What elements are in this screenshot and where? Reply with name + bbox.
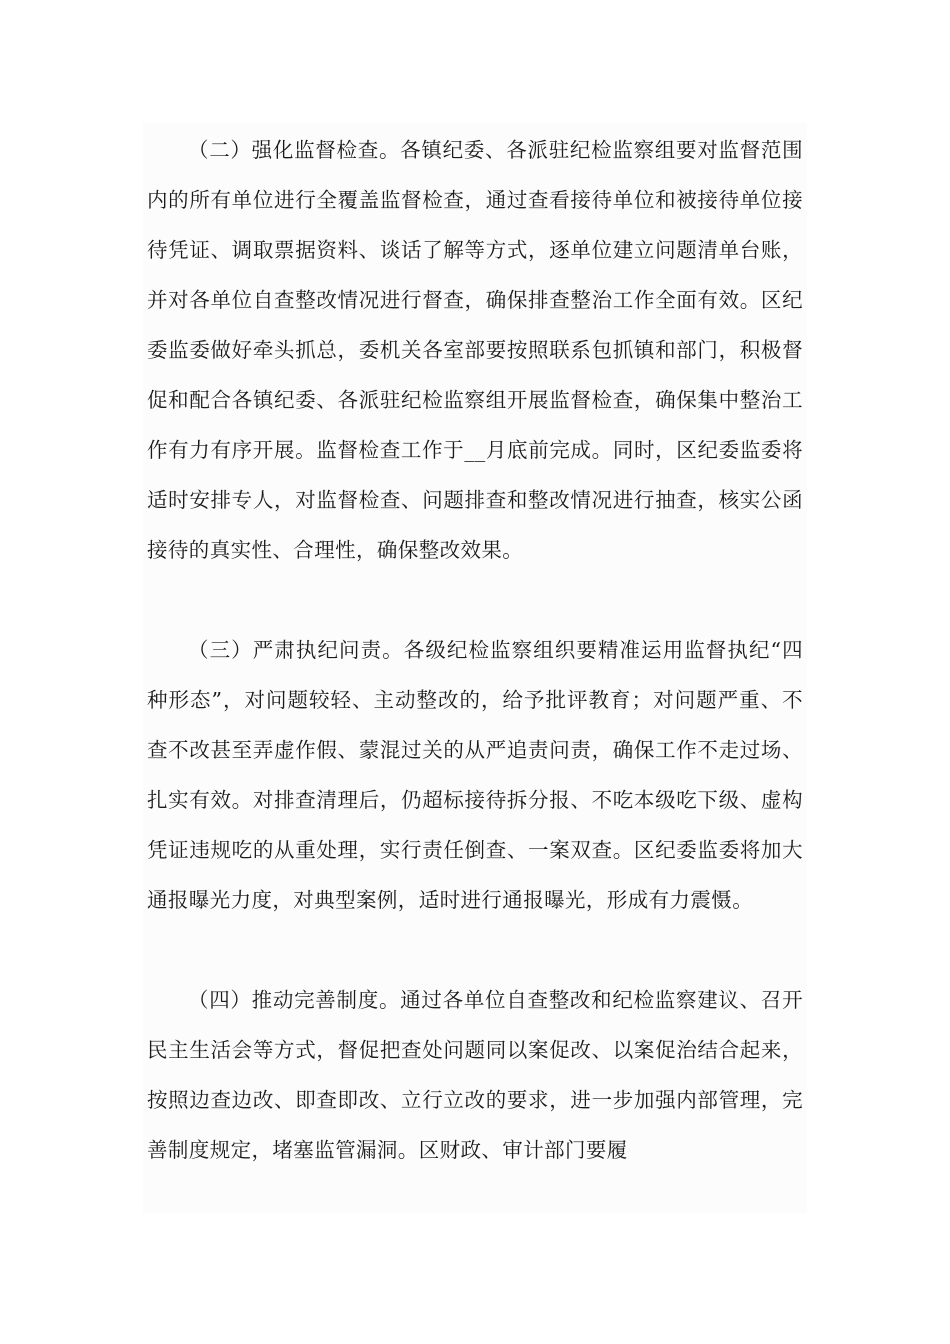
paragraph-strengthen-supervision: （二）强化监督检查。各镇纪委、各派驻纪检监察组要对监督范围内的所有单位进行全覆盖监督检查，通过查看接待单位和被接待单位接待凭证、调取票据资料、谈话了解等方式，逐单位建立问题清单台账，并对各单位自查整改情况进行督查，确保排查整治工作全面有效。区纪委监委做好牵头抓总，委机关各室部要按照联系包抓镇和部门，积极督促和配合各镇纪委、各派驻纪检监察组开展监督检查，确保集中整治工作有力有序开展。监督检查工作于__月底前完成。同时，区纪委监委将适时安排专人，对监督检查、问题排查和整改情况进行抽查，核实公函接待的真实性、合理性，确保整改效果。 <box>147 138 803 562</box>
paragraph-gap <box>147 925 803 975</box>
paragraph-improve-system: （四）推动完善制度。通过各单位自查整改和纪检监察建议、召开民主生活会等方式，督促把查处问题同以案促改、以案促治结合起来，按照边查边改、即查即改、立行立改的要求，进一步加强内部管理，完善制度规定，堵塞监管漏洞。区财政、审计部门要履 <box>147 988 803 1162</box>
paragraph-strict-accountability: （三）严肃执纪问责。各级纪检监察组织要精准运用监督执纪“四种形态”，对问题较轻、主动整改的，给予批评教育；对问题严重、不查不改甚至弄虚作假、蒙混过关的从严追责问责，确保工作不走过场、扎实有效。对排查清理后，仍超标接待拆分报、不吃本级吃下级、虚构凭证违规吃的从重处理，实行责任倒查、一案双查。区纪委监委将加大通报曝光力度，对典型案例，适时进行通报曝光，形成有力震慑。 <box>147 638 803 912</box>
document-body <box>143 123 807 1213</box>
paragraph-gap <box>147 575 803 625</box>
